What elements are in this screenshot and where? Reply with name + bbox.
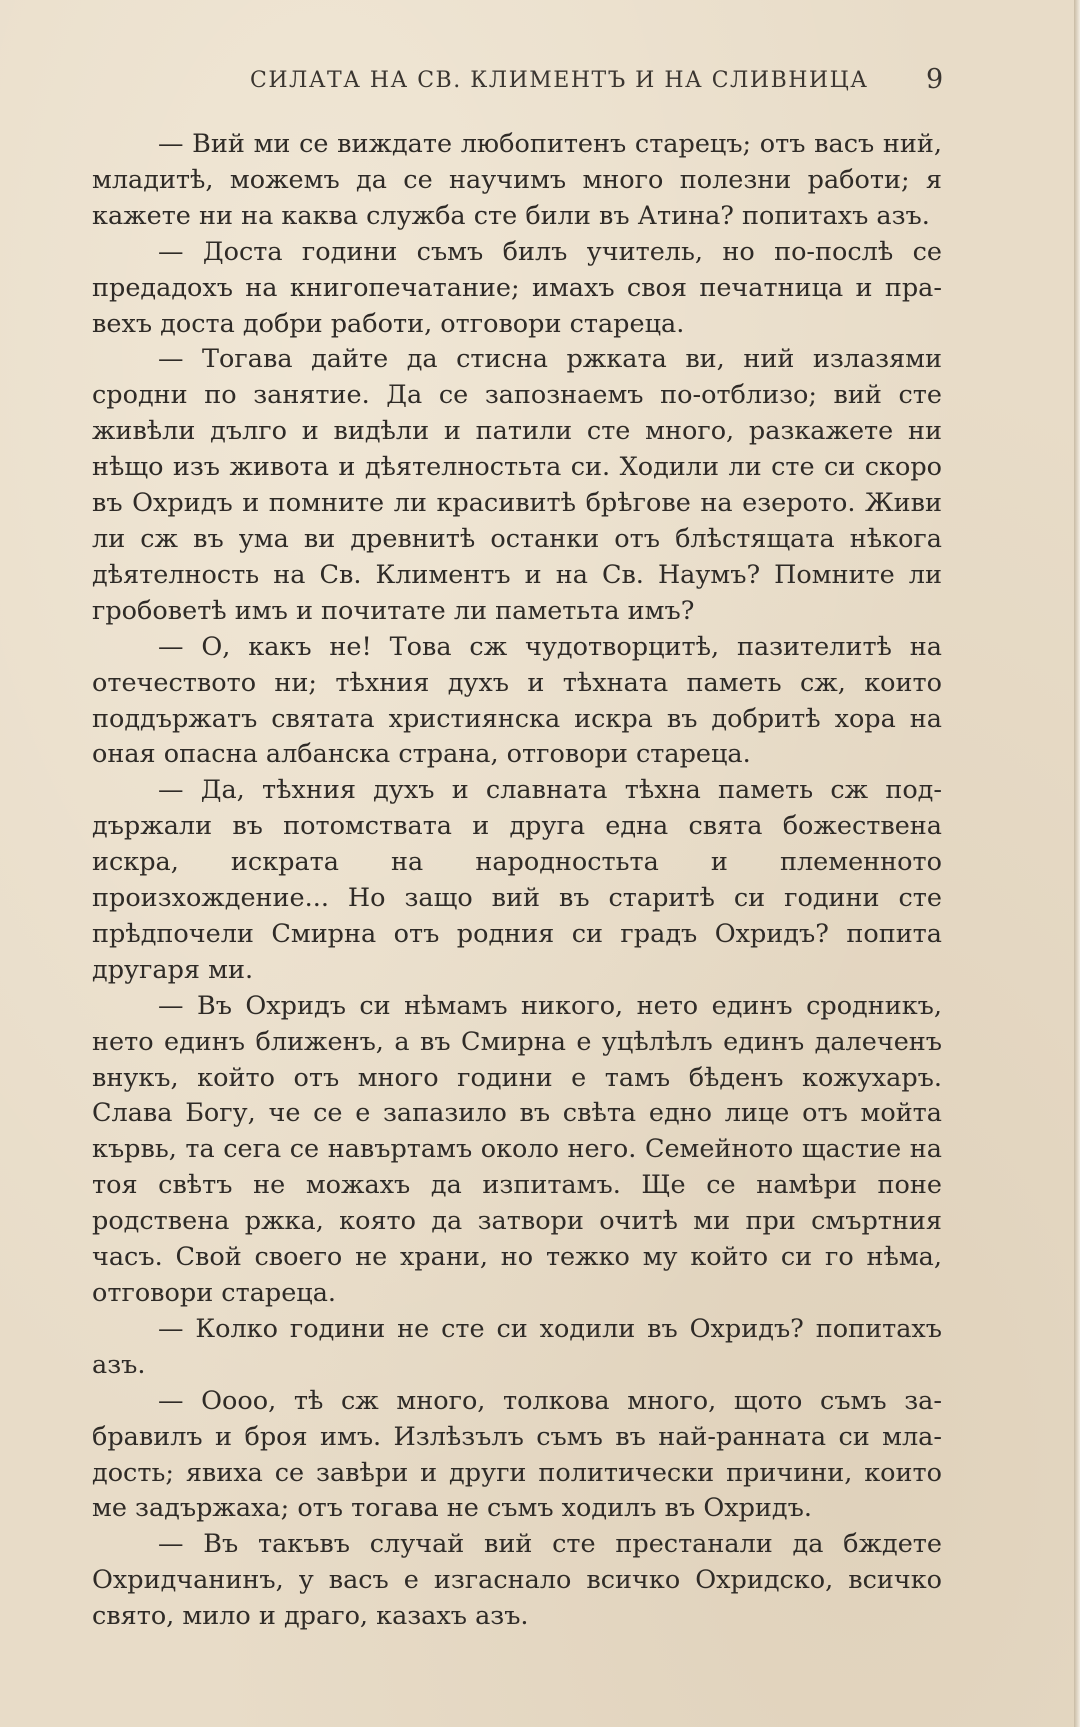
paragraph: — Оооо, тѣ сж много, толкова много, щото съмъ забравилъ и броя имъ. Излѣзълъ съмъ въ най-ранната си младость; явиха се завѣри и други политически причини, които ме задържаха; отъ тогава не съмъ ходилъ въ Охридъ. — [92, 1385, 942, 1524]
paragraph: — Въ Охридъ си нѣмамъ никого, нето единъ сродникъ, нето единъ ближенъ, а въ Смирна е уцѣлѣлъ единъ далеченъ внукъ, който отъ много години е тамъ бѣденъ кожухаръ. Слава Богу, че се е запазило въ свѣта едно лице отъ мойта кървь, та сега се навъртамъ около него. Семейното щастие на тоя свѣтъ не можахъ да изпитамъ. Ще се намѣри поне родствена ржка, която да затвори очитѣ ми при смъртния часъ. Свой своего не храни, но тежко му който си го нѣма, отговори стареца. — [92, 990, 942, 1308]
page-edge — [1074, 0, 1080, 1727]
paragraph: — Тогава дайте да стисна ржката ви, ний излазями сродни по занятие. Да се запознаемъ по-отблизо; вий сте живѣли дълго и видѣли и патили сте много, разкажете ни нѣщо изъ живота и дѣятелностьта си. Ходили ли сте си скоро въ Охридъ и помните ли красивитѣ брѣгове на езерото. Живи ли сж въ ума ви древнитѣ останки отъ блѣстящата нѣкога дѣятелность на Св. Климентъ и на Св. Наумъ? Помните ли гробоветѣ имъ и почитате ли паметьта имъ? — [92, 344, 942, 626]
page-number: 9 — [926, 64, 944, 95]
paragraph: — Вий ми се виждате любопитенъ старецъ; отъ васъ ний, младитѣ, можемъ да се научимъ много полезни работи; я кажете ни на каква служба сте били въ Атина? попитахъ азъ. — [92, 129, 942, 231]
paragraph: — Въ такъвъ случай вий сте престанали да бждете Охридчанинъ, у васъ е изгаснало всичко Охридско, всичко свято, мило и драго, казахъ азъ. — [92, 1529, 942, 1632]
body-text — [92, 127, 942, 1635]
paragraph: — Да, тѣхния духъ и славната тѣхна паметь сж поддържали въ потомствата и друга една свята божествена искра, искрата на народностьта и племенното произхождение... Но защо вий въ старитѣ си години сте прѣдпочели Смирна отъ родния си градъ Охридъ? попита другаря ми. — [92, 775, 942, 985]
paragraph: — О, какъ не! Това сж чудотворцитѣ, пазителитѣ на отечеството ни; тѣхния духъ и тѣхната паметь сж, които поддържатъ святата християнска искра въ добритѣ хора на оная опасна албанска страна, отговори стареца. — [92, 631, 942, 770]
running-title: СИЛАТА НА СВ. КЛИМЕНТЪ И НА СЛИВНИЦА — [250, 68, 869, 93]
paragraph: — Доста години съмъ билъ учитель, но по-послѣ се предадохъ на книгопечатание; имахъ своя печатница и правехъ доста добри работи, отговори стареца. — [92, 236, 942, 339]
page-header — [0, 62, 1080, 102]
paragraph: — Колко години не сте си ходили въ Охридъ? попитахъ азъ. — [92, 1313, 942, 1380]
